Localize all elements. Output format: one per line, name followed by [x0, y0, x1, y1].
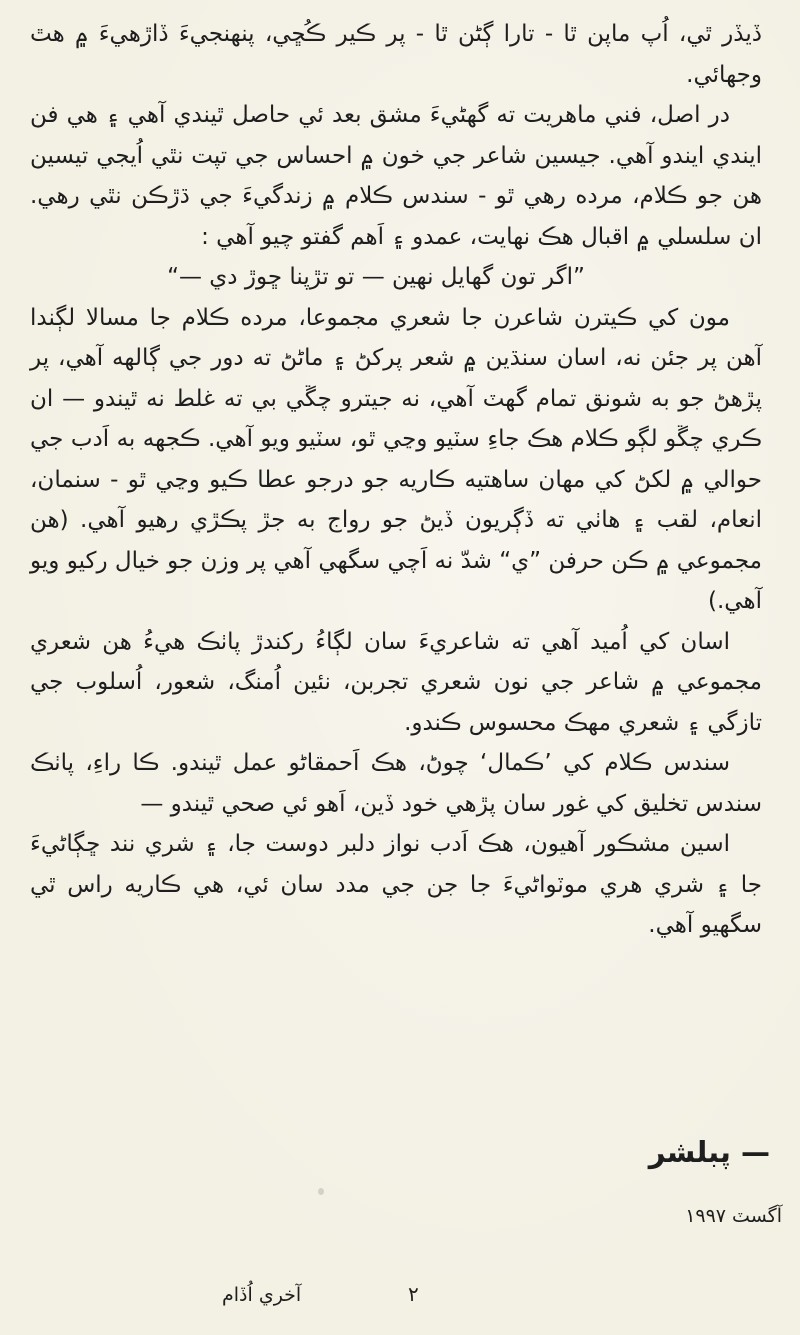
publication-date: آگسٽ ١٩٩٧ [685, 1205, 782, 1227]
ink-smudge [318, 1188, 324, 1195]
page-number: ٢ [408, 1282, 419, 1306]
paragraph-1: ڏيڏر ٿي، اُپ ماپن ٿا - تارا ڳڻن ٿا - پر ڪير ڪُڇي، پنهنجيءَ ڏاڙهيءَ ۾ هٿ وجهائي. [30, 21, 762, 88]
paragraph-3: مون کي ڪيترن شاعرن جا شعري مجموعا، مرده ڪلام جا مسالا لڳندا آهن پر جئن نه، اسان سنڌين ۾ شعر پرکڻ ۽ ماڻڻ ته دور جي ڳالهه آهي، پر پڙهڻ جو به شونق تمام گهٽ آهي، نه جيترو چڱي بي ته غلط نه ٿيندو — ان ڪري چڱو لڳو ڪلام هڪ جاءِ سٽيو وڃي ٿو، سٽيو ويو آهي. ڪجهه به اَدب جي حوالي ۾ لکڻ کي مهان ساهتيه ڪاريه جو درجو عطا ڪيو وڃي ٿو - سنمان، انعام، لقب ۽ هاٺي ته ڏڳريون ڏيڻ جو رواج به جڙ پڪڙي رهيو آهي. (هن مجموعي ۾ ڪن حرفن ”ي“ شدّ نه اَچي سگهي آهي پر وزن جو خيال رکيو ويو آهي.) [30, 304, 762, 614]
body-text [30, 14, 762, 946]
footer-book-title: آخري اُڏام [222, 1284, 302, 1306]
paragraph-6: اسين مشڪور آهيون، هڪ اَدب نواز دلبر دوست جا، ۽ شري نند ڇڳاڻيءَ جا ۽ شري هري موٽواڻيءَ جا جن جي مدد سان ئي، هي ڪاريه راس ٿي سگهيو آهي. [30, 831, 762, 938]
paragraph-4: اسان کي اُميد آهي ته شاعريءَ سان لڳاءُ رکندڙ پاٺڪ هيءُ هن شعري مجموعي ۾ شاعر جي نون شعري تجربن، نئين اُمنگ، شعور، اُسلوب جي تازگي ۽ شعري مهڪ محسوس ڪندو. [30, 628, 762, 736]
paragraph-5: سندس ڪلام کي ’ڪمال‘ چوڻ، هڪ اَحمقاڻو عمل ٿيندو. ڪا راءِ، پاٺڪ سندس تخليق کي غور سان پڙهي خود ڏين، اَهو ئي صحي ٿيندو — [30, 750, 762, 817]
paragraph-2: در اصل، فني ماهريت ته گهڻيءَ مشق بعد ئي حاصل ٿيندي آهي ۽ هي فن ايندي ايندو آهي. جيسين شاعر جي خون ۾ احساس جي تپت نٿي اُيجي تيسين هن جو ڪلام، مرده رهي ٿو - سندس ڪلام ۾ زندگيءَ جي ڌڙڪن نٿي رهي. ان سلسلي ۾ اقبال هڪ نهايت، عمدو ۽ اَهم گفتو چيو آهي : [30, 102, 762, 250]
publisher-signature: پبلشر — [648, 1135, 770, 1169]
quote-line: ”اگر تون گهايل نهين — تو تڙپنا ڇوڙ دي —“ [167, 264, 585, 290]
